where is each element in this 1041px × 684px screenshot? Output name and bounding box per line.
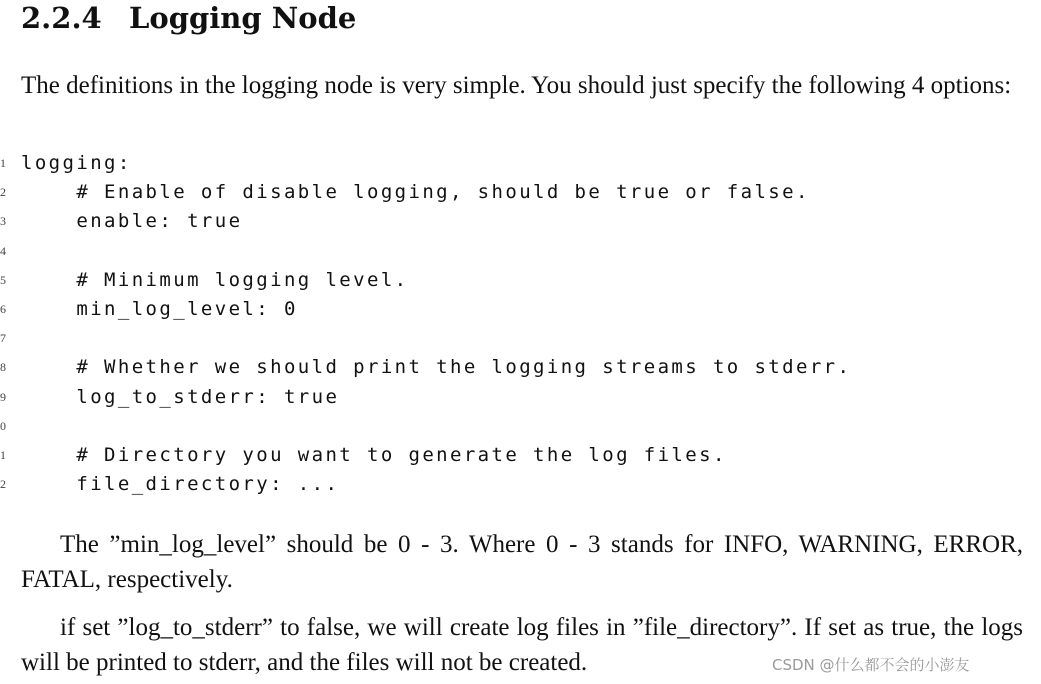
code-line xyxy=(0,295,1041,324)
line-number: 4 xyxy=(0,243,6,258)
code-line xyxy=(0,412,1041,441)
code-line xyxy=(0,353,1041,382)
code-text: log_to_stderr: true xyxy=(21,385,340,408)
code-line xyxy=(0,237,1041,266)
line-number: 5 xyxy=(0,272,6,287)
code-text: logging: xyxy=(21,152,132,174)
paragraph-min-log-level: The ”min_log_level” should be 0 - 3. Where 0 - 3 stands for INFO, WARNING, ERROR, FATAL, respectively. xyxy=(21,531,1023,593)
code-text: # Whether we should print the logging streams to stderr. xyxy=(21,356,852,379)
code-text: # Enable of disable logging, should be true or false. xyxy=(21,181,810,204)
code-line xyxy=(0,383,1041,412)
intro-paragraph: The definitions in the logging node is very simple. You should just specify the following 4 options: xyxy=(21,72,1012,99)
line-number: 1 xyxy=(0,156,6,170)
code-line xyxy=(0,207,1041,236)
code-text: min_log_level: 0 xyxy=(21,297,298,320)
code-text: # Directory you want to generate the log files. xyxy=(21,443,727,466)
code-text: enable: true xyxy=(21,210,243,233)
code-line xyxy=(0,470,1041,499)
line-number: 8 xyxy=(0,360,6,375)
line-number: 6 xyxy=(0,301,6,316)
code-line xyxy=(0,149,1041,178)
code-line xyxy=(0,266,1041,295)
line-number: 1 xyxy=(0,447,6,462)
section-number: 2.2.4 xyxy=(21,1,102,35)
csdn-watermark: CSDN @什么都不会的小澎友 xyxy=(772,656,970,674)
section-title: Logging Node xyxy=(129,1,357,35)
line-number: 2 xyxy=(0,477,6,492)
line-number: 2 xyxy=(0,185,6,200)
paragraph-log-to-stderr: if set ”log_to_stderr” to false, we will create log files in ”file_directory”. If set as true, the logs will be printed to stderr, and the files will not be created. xyxy=(21,614,1023,676)
code-line xyxy=(0,324,1041,353)
code-text: file_directory: ... xyxy=(21,473,340,496)
code-text: # Minimum logging level. xyxy=(21,268,409,291)
line-number: 3 xyxy=(0,214,6,229)
line-number: 0 xyxy=(0,418,6,433)
code-line xyxy=(0,441,1041,470)
section-heading xyxy=(21,0,356,36)
line-number: 9 xyxy=(0,389,6,404)
code-line xyxy=(0,178,1041,207)
code-listing xyxy=(0,149,1041,499)
line-number: 7 xyxy=(0,331,6,346)
